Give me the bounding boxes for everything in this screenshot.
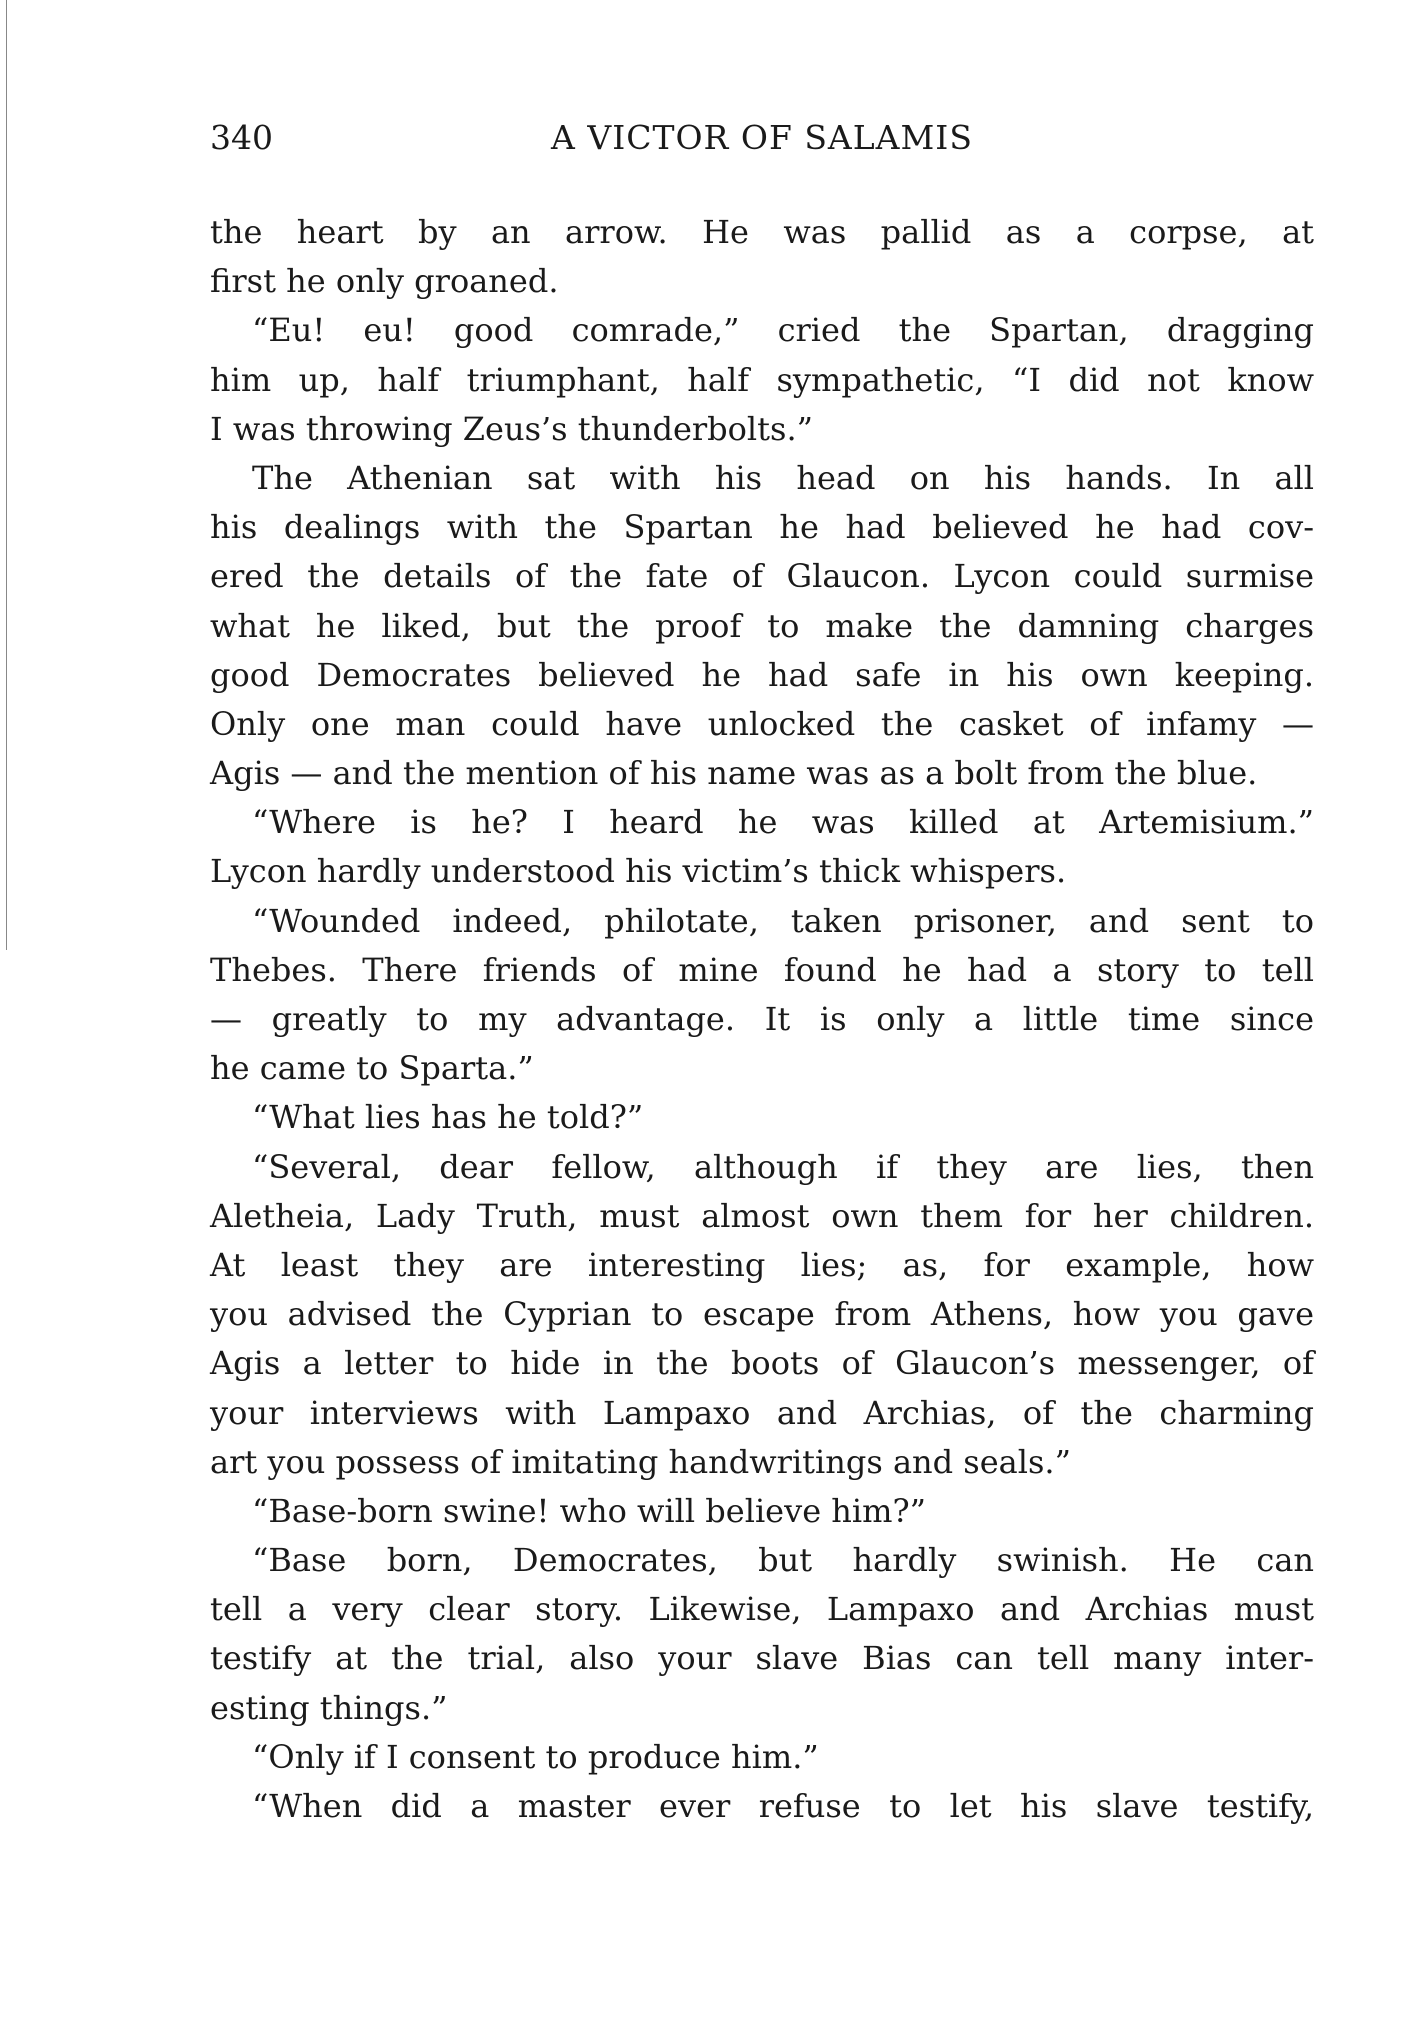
text-line: The Athenian sat with his head on his hands. In all [252, 458, 1314, 497]
text-line: he came to Sparta.” [210, 1049, 534, 1088]
text-line: “Eu! eu! good comrade,” cried the Spartan, dragging [252, 311, 1314, 350]
text-line: “Base-born swine! who will believe him?” [252, 1491, 926, 1530]
text-line: Thebes. There friends of mine found he had a story to tell [210, 950, 1314, 989]
text-line: tell a very clear story. Likewise, Lampaxo and Archias must [210, 1590, 1314, 1629]
text-line: you advised the Cyprian to escape from Athens, how you gave [210, 1295, 1314, 1334]
text-line: what he liked, but the proof to make the damning charges [210, 606, 1314, 645]
text-line: Agis a letter to hide in the boots of Glaucon’s messenger, of [210, 1344, 1314, 1383]
body-text [210, 208, 1314, 1831]
text-line: the heart by an arrow. He was pallid as a corpse, at [210, 213, 1314, 251]
page-edge-line [6, 0, 7, 950]
text-line: At least they are interesting lies; as, for example, how [210, 1245, 1314, 1284]
text-line: ered the details of the fate of Glaucon. Lycon could surmise [210, 557, 1314, 596]
text-line: — greatly to my advantage. It is only a little time since [210, 1000, 1314, 1038]
text-line: “Base born, Democrates, but hardly swinish. He can [252, 1541, 1314, 1580]
text-line: Aletheia, Lady Truth, must almost own them for her children. [210, 1196, 1314, 1235]
running-header [210, 118, 1314, 168]
page-number: 340 [210, 118, 273, 157]
text-line: “Only if I consent to produce him.” [252, 1737, 819, 1776]
text-line: Only one man could have unlocked the casket of infamy — [210, 704, 1314, 743]
text-line: testify at the trial, also your slave Bias can tell many inter- [210, 1639, 1314, 1678]
text-line: esting things.” [210, 1688, 448, 1727]
text-line: “Where is he? I heard he was killed at Artemisium.” [252, 803, 1314, 842]
text-line: art you possess of imitating handwritings and seals.” [210, 1442, 1071, 1481]
text-line: good Democrates believed he had safe in his own keeping. [210, 655, 1314, 694]
text-line: your interviews with Lampaxo and Archias, of the charming [210, 1393, 1314, 1432]
text-line: I was throwing Zeus’s thunderbolts.” [210, 409, 813, 448]
text-line: “Several, dear fellow, although if they are lies, then [252, 1147, 1314, 1186]
text-line: his dealings with the Spartan he had believed he had cov- [210, 508, 1314, 547]
text-line: first he only groaned. [210, 262, 559, 301]
text-line: him up, half triumphant, half sympathetic, “I did not know [210, 360, 1314, 399]
text-line: Lycon hardly understood his victim’s thick whispers. [210, 852, 1067, 891]
text-line: “What lies has he told?” [252, 1098, 644, 1137]
running-title: A VICTOR OF SALAMIS [551, 118, 973, 157]
text-line: “When did a master ever refuse to let his slave testify, [252, 1787, 1314, 1825]
text-line: “Wounded indeed, philotate, taken prisoner, and sent to [252, 901, 1314, 940]
text-line: Agis — and the mention of his name was as a bolt from the blue. [210, 754, 1258, 793]
